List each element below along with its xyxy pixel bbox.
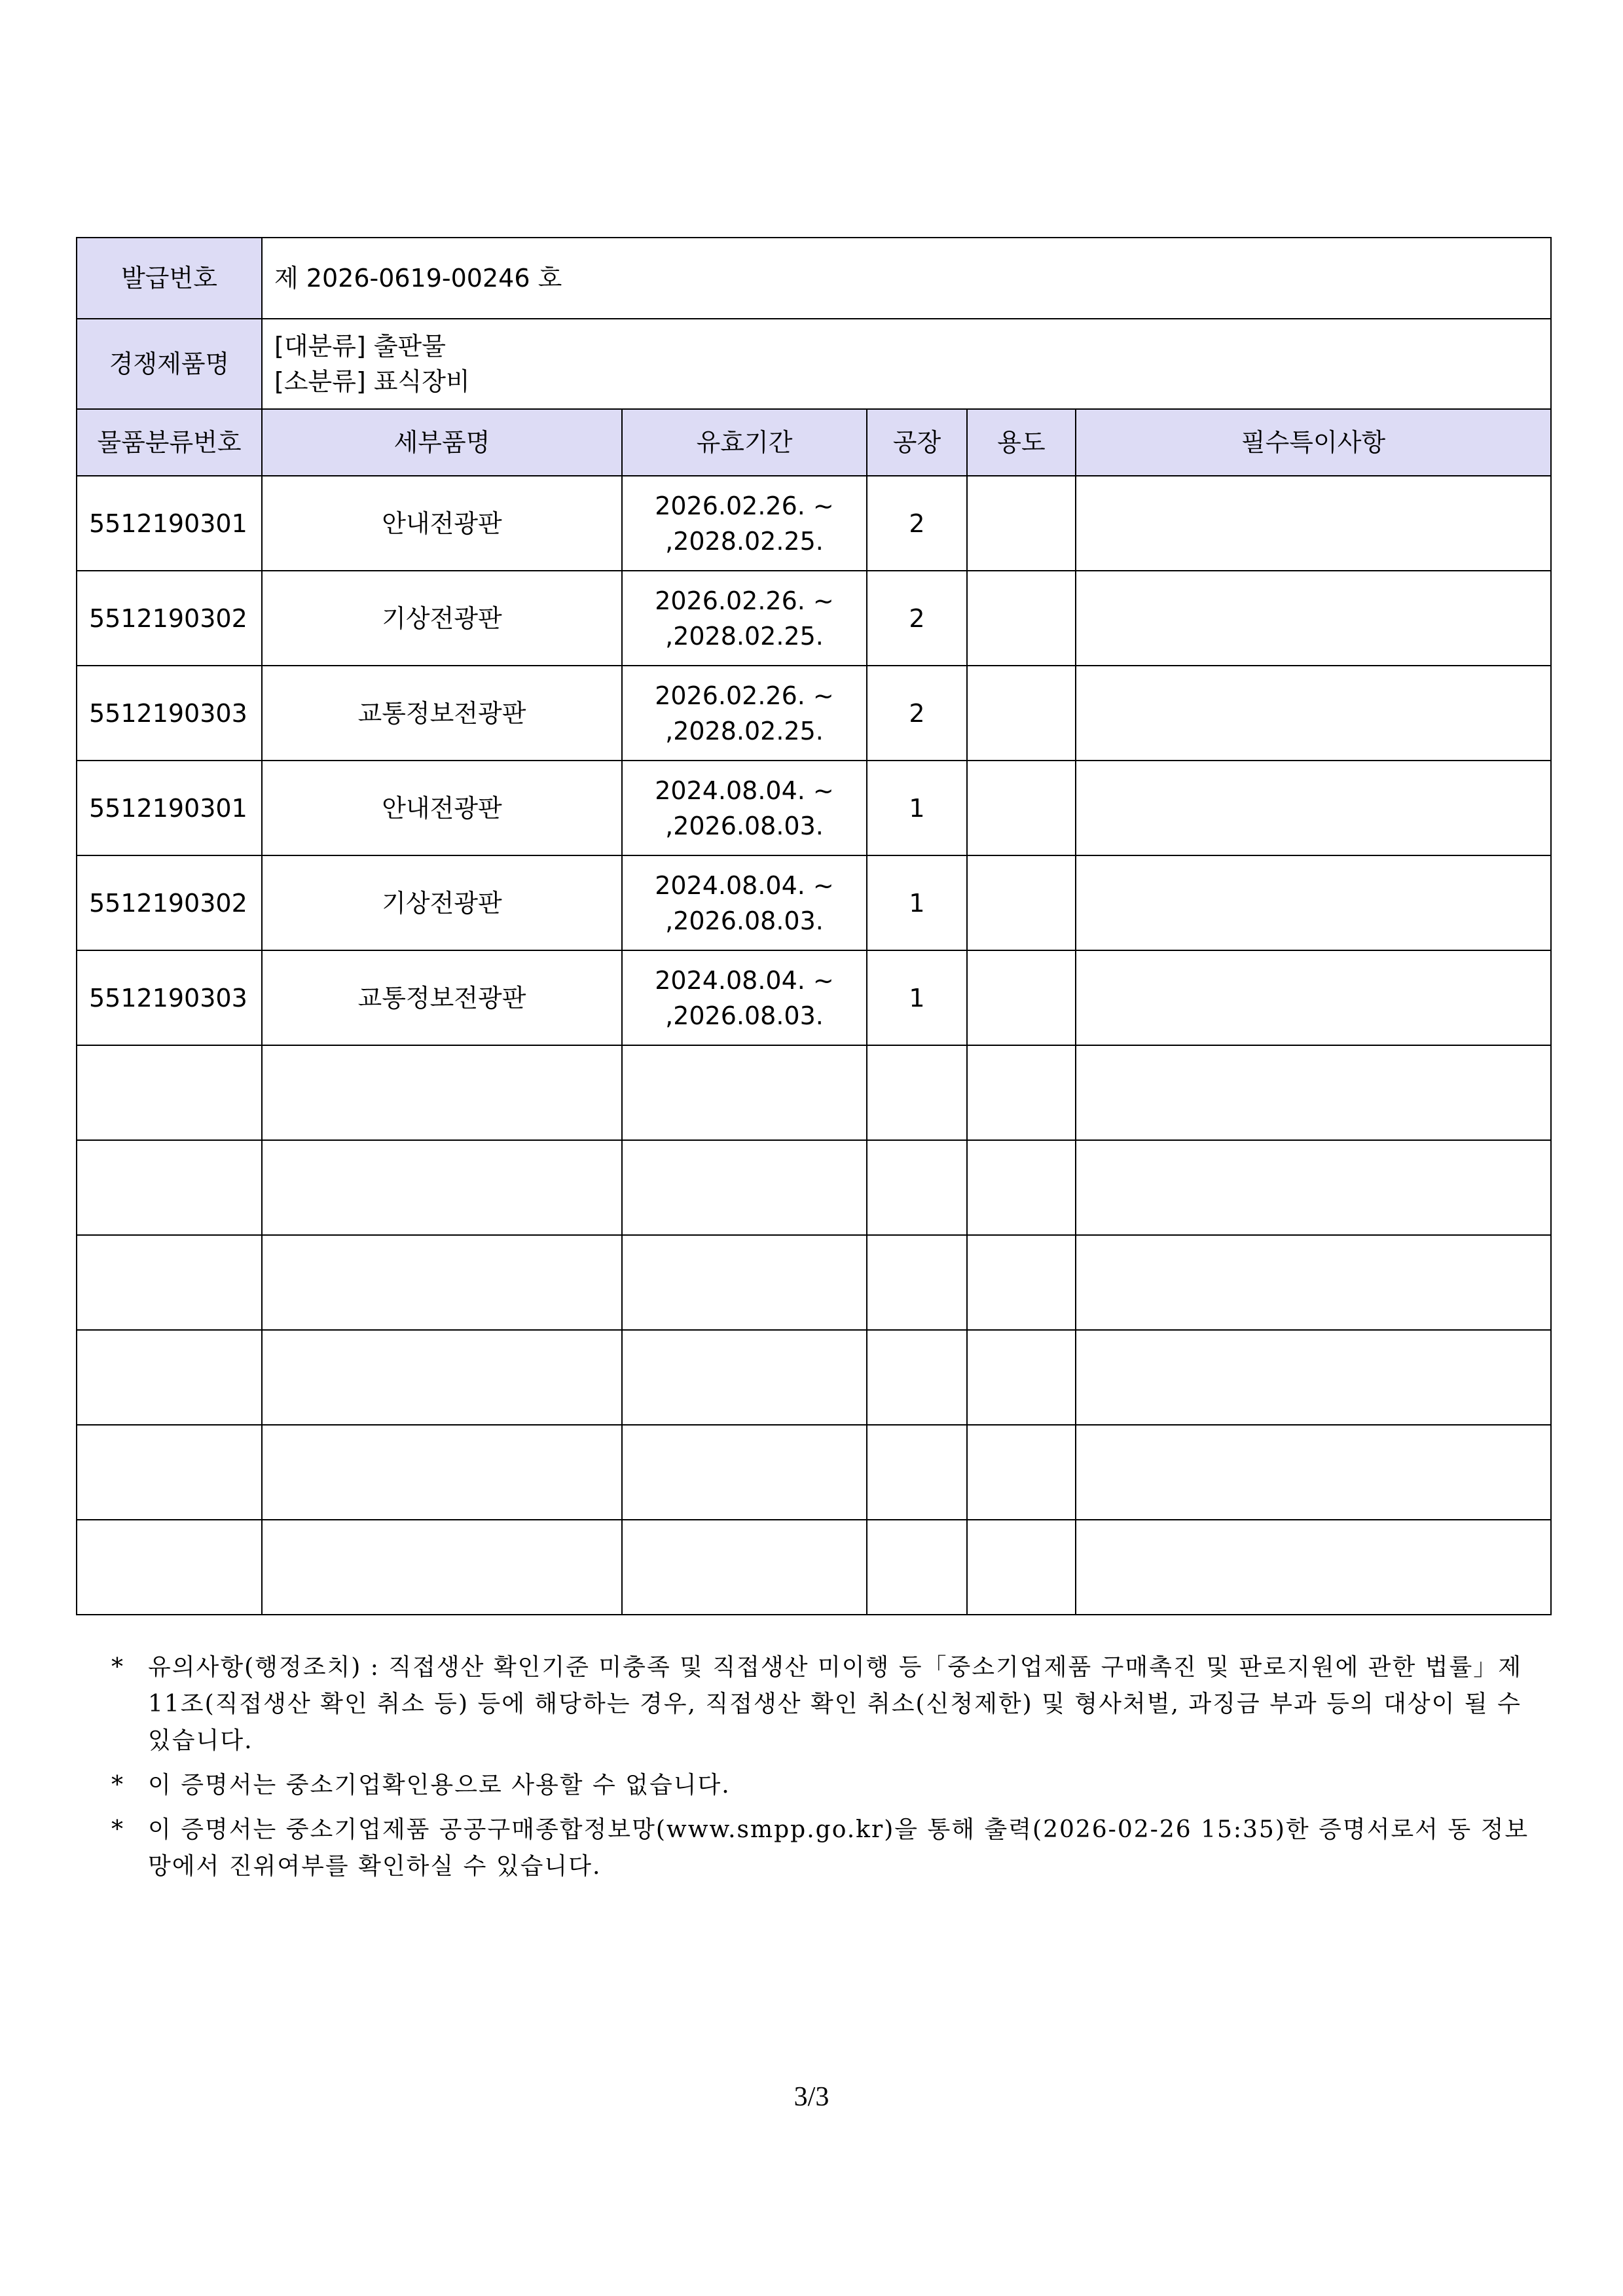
cell-name: 기상전광판 — [262, 855, 622, 950]
cell-factory — [867, 1520, 967, 1615]
note-text: 유의사항(행정조치) : 직접생산 확인기준 미충족 및 직접생산 미이행 등「중소기업제품 구매촉진 및 판로지원에 관한 법률」제11조(직접생산 확인 취소 등) 등에 해당하는 경우, 직접생산 확인 취소(신청제한) 및 형사처벌, 과징금 부과 등의 대상이 될 수 있습니다. — [148, 1654, 1523, 1754]
table-row — [77, 1235, 1551, 1330]
cell-factory — [867, 1045, 967, 1140]
cell-period — [622, 571, 867, 666]
certificate-table — [76, 237, 1552, 1615]
table-row — [77, 1045, 1551, 1140]
cell-period — [622, 1425, 867, 1520]
table-row — [77, 1520, 1551, 1615]
cell-usage — [967, 1140, 1076, 1235]
cell-factory: 2 — [867, 571, 967, 666]
cell-remarks — [1076, 950, 1551, 1045]
cell-remarks — [1076, 1425, 1551, 1520]
product-label: 경쟁제품명 — [77, 319, 262, 409]
cell-usage — [967, 476, 1076, 571]
cell-period — [622, 855, 867, 950]
issue-number: 제 2026-0619-00246 호 — [262, 238, 1551, 319]
cell-name — [262, 1045, 622, 1140]
cell-usage — [967, 666, 1076, 761]
product-categories — [262, 319, 1551, 409]
note-bullet: * — [111, 1772, 124, 1799]
cell-usage — [967, 855, 1076, 950]
major-category: [대분류] 출판물 — [274, 332, 446, 361]
period-start: 2026.02.26. ~ — [655, 681, 834, 710]
column-header-usage: 용도 — [967, 409, 1076, 476]
period-start: 2024.08.04. ~ — [655, 776, 834, 805]
cell-factory: 1 — [867, 761, 967, 855]
cell-remarks — [1076, 1520, 1551, 1615]
period-start: 2026.02.26. ~ — [655, 491, 834, 520]
cell-period — [622, 950, 867, 1045]
cell-usage — [967, 571, 1076, 666]
cell-code: 5512190302 — [77, 571, 262, 666]
column-header-period: 유효기간 — [622, 409, 867, 476]
period-end: ,2028.02.25. — [665, 621, 824, 651]
cell-usage — [967, 1520, 1076, 1615]
period-end: ,2028.02.25. — [665, 526, 824, 556]
column-header-remarks: 필수특이사항 — [1076, 409, 1551, 476]
note-text: 이 증명서는 중소기업확인용으로 사용할 수 없습니다. — [148, 1772, 731, 1799]
notes-section — [111, 1649, 1552, 1893]
cell-factory: 2 — [867, 476, 967, 571]
cell-period — [622, 1235, 867, 1330]
cell-factory — [867, 1235, 967, 1330]
note-item — [111, 1812, 1552, 1885]
page-number: 3/3 — [793, 2082, 830, 2112]
cell-factory: 2 — [867, 666, 967, 761]
note-text: 이 증명서는 중소기업제품 공공구매종합정보망(www.smpp.go.kr)을 통해 출력(2026-02-26 15:35)한 증명서로서 동 정보망에서 진위여부를 확인하실 수 있습니다. — [148, 1816, 1529, 1880]
cell-name: 교통정보전광판 — [262, 950, 622, 1045]
period-end: ,2028.02.25. — [665, 716, 824, 745]
cell-period — [622, 1045, 867, 1140]
cell-factory — [867, 1425, 967, 1520]
cell-usage — [967, 1330, 1076, 1425]
minor-category: [소분류] 표식장비 — [274, 367, 470, 396]
period-end: ,2026.08.03. — [665, 1001, 824, 1030]
product-row — [77, 319, 1551, 409]
cell-name — [262, 1140, 622, 1235]
issue-row — [77, 238, 1551, 319]
cell-remarks — [1076, 855, 1551, 950]
note-item — [111, 1649, 1552, 1759]
cell-code: 5512190301 — [77, 761, 262, 855]
cell-factory: 1 — [867, 950, 967, 1045]
cell-code — [77, 1045, 262, 1140]
period-end: ,2026.08.03. — [665, 811, 824, 840]
table-row — [77, 666, 1551, 761]
cell-code: 5512190303 — [77, 950, 262, 1045]
note-bullet: * — [111, 1654, 124, 1681]
cell-remarks — [1076, 476, 1551, 571]
cell-period — [622, 761, 867, 855]
cell-remarks — [1076, 1330, 1551, 1425]
period-start: 2026.02.26. ~ — [655, 586, 834, 615]
period-start: 2024.08.04. ~ — [655, 870, 834, 900]
cell-remarks — [1076, 1140, 1551, 1235]
table-row — [77, 855, 1551, 950]
table-row — [77, 761, 1551, 855]
cell-code — [77, 1330, 262, 1425]
cell-code: 5512190301 — [77, 476, 262, 571]
cell-code — [77, 1235, 262, 1330]
column-header-name: 세부품명 — [262, 409, 622, 476]
table-row — [77, 1425, 1551, 1520]
cell-period — [622, 1520, 867, 1615]
cell-code: 5512190302 — [77, 855, 262, 950]
cell-name — [262, 1330, 622, 1425]
cell-usage — [967, 950, 1076, 1045]
table-row — [77, 1330, 1551, 1425]
table-row — [77, 1140, 1551, 1235]
cell-period — [622, 1330, 867, 1425]
column-header-code: 물품분류번호 — [77, 409, 262, 476]
table-row — [77, 476, 1551, 571]
cell-usage — [967, 761, 1076, 855]
column-header-factory: 공장 — [867, 409, 967, 476]
period-start: 2024.08.04. ~ — [655, 965, 834, 995]
cell-remarks — [1076, 666, 1551, 761]
period-end: ,2026.08.03. — [665, 906, 824, 935]
cell-code — [77, 1520, 262, 1615]
cell-remarks — [1076, 571, 1551, 666]
cell-period — [622, 1140, 867, 1235]
cell-usage — [967, 1045, 1076, 1140]
cell-name — [262, 1520, 622, 1615]
cell-name: 기상전광판 — [262, 571, 622, 666]
table-row — [77, 571, 1551, 666]
cell-code: 5512190303 — [77, 666, 262, 761]
cell-remarks — [1076, 1045, 1551, 1140]
table-row — [77, 950, 1551, 1045]
note-bullet: * — [111, 1816, 124, 1843]
cell-name — [262, 1235, 622, 1330]
column-header-row — [77, 409, 1551, 476]
cell-factory — [867, 1140, 967, 1235]
cell-period — [622, 476, 867, 571]
cell-code — [77, 1425, 262, 1520]
cell-name: 교통정보전광판 — [262, 666, 622, 761]
cell-code — [77, 1140, 262, 1235]
cell-remarks — [1076, 761, 1551, 855]
cell-name — [262, 1425, 622, 1520]
note-item — [111, 1767, 1552, 1804]
cell-factory: 1 — [867, 855, 967, 950]
issue-label: 발급번호 — [77, 238, 262, 319]
cell-usage — [967, 1425, 1076, 1520]
cell-name: 안내전광판 — [262, 476, 622, 571]
cell-usage — [967, 1235, 1076, 1330]
cell-period — [622, 666, 867, 761]
cell-factory — [867, 1330, 967, 1425]
cell-remarks — [1076, 1235, 1551, 1330]
cell-name: 안내전광판 — [262, 761, 622, 855]
